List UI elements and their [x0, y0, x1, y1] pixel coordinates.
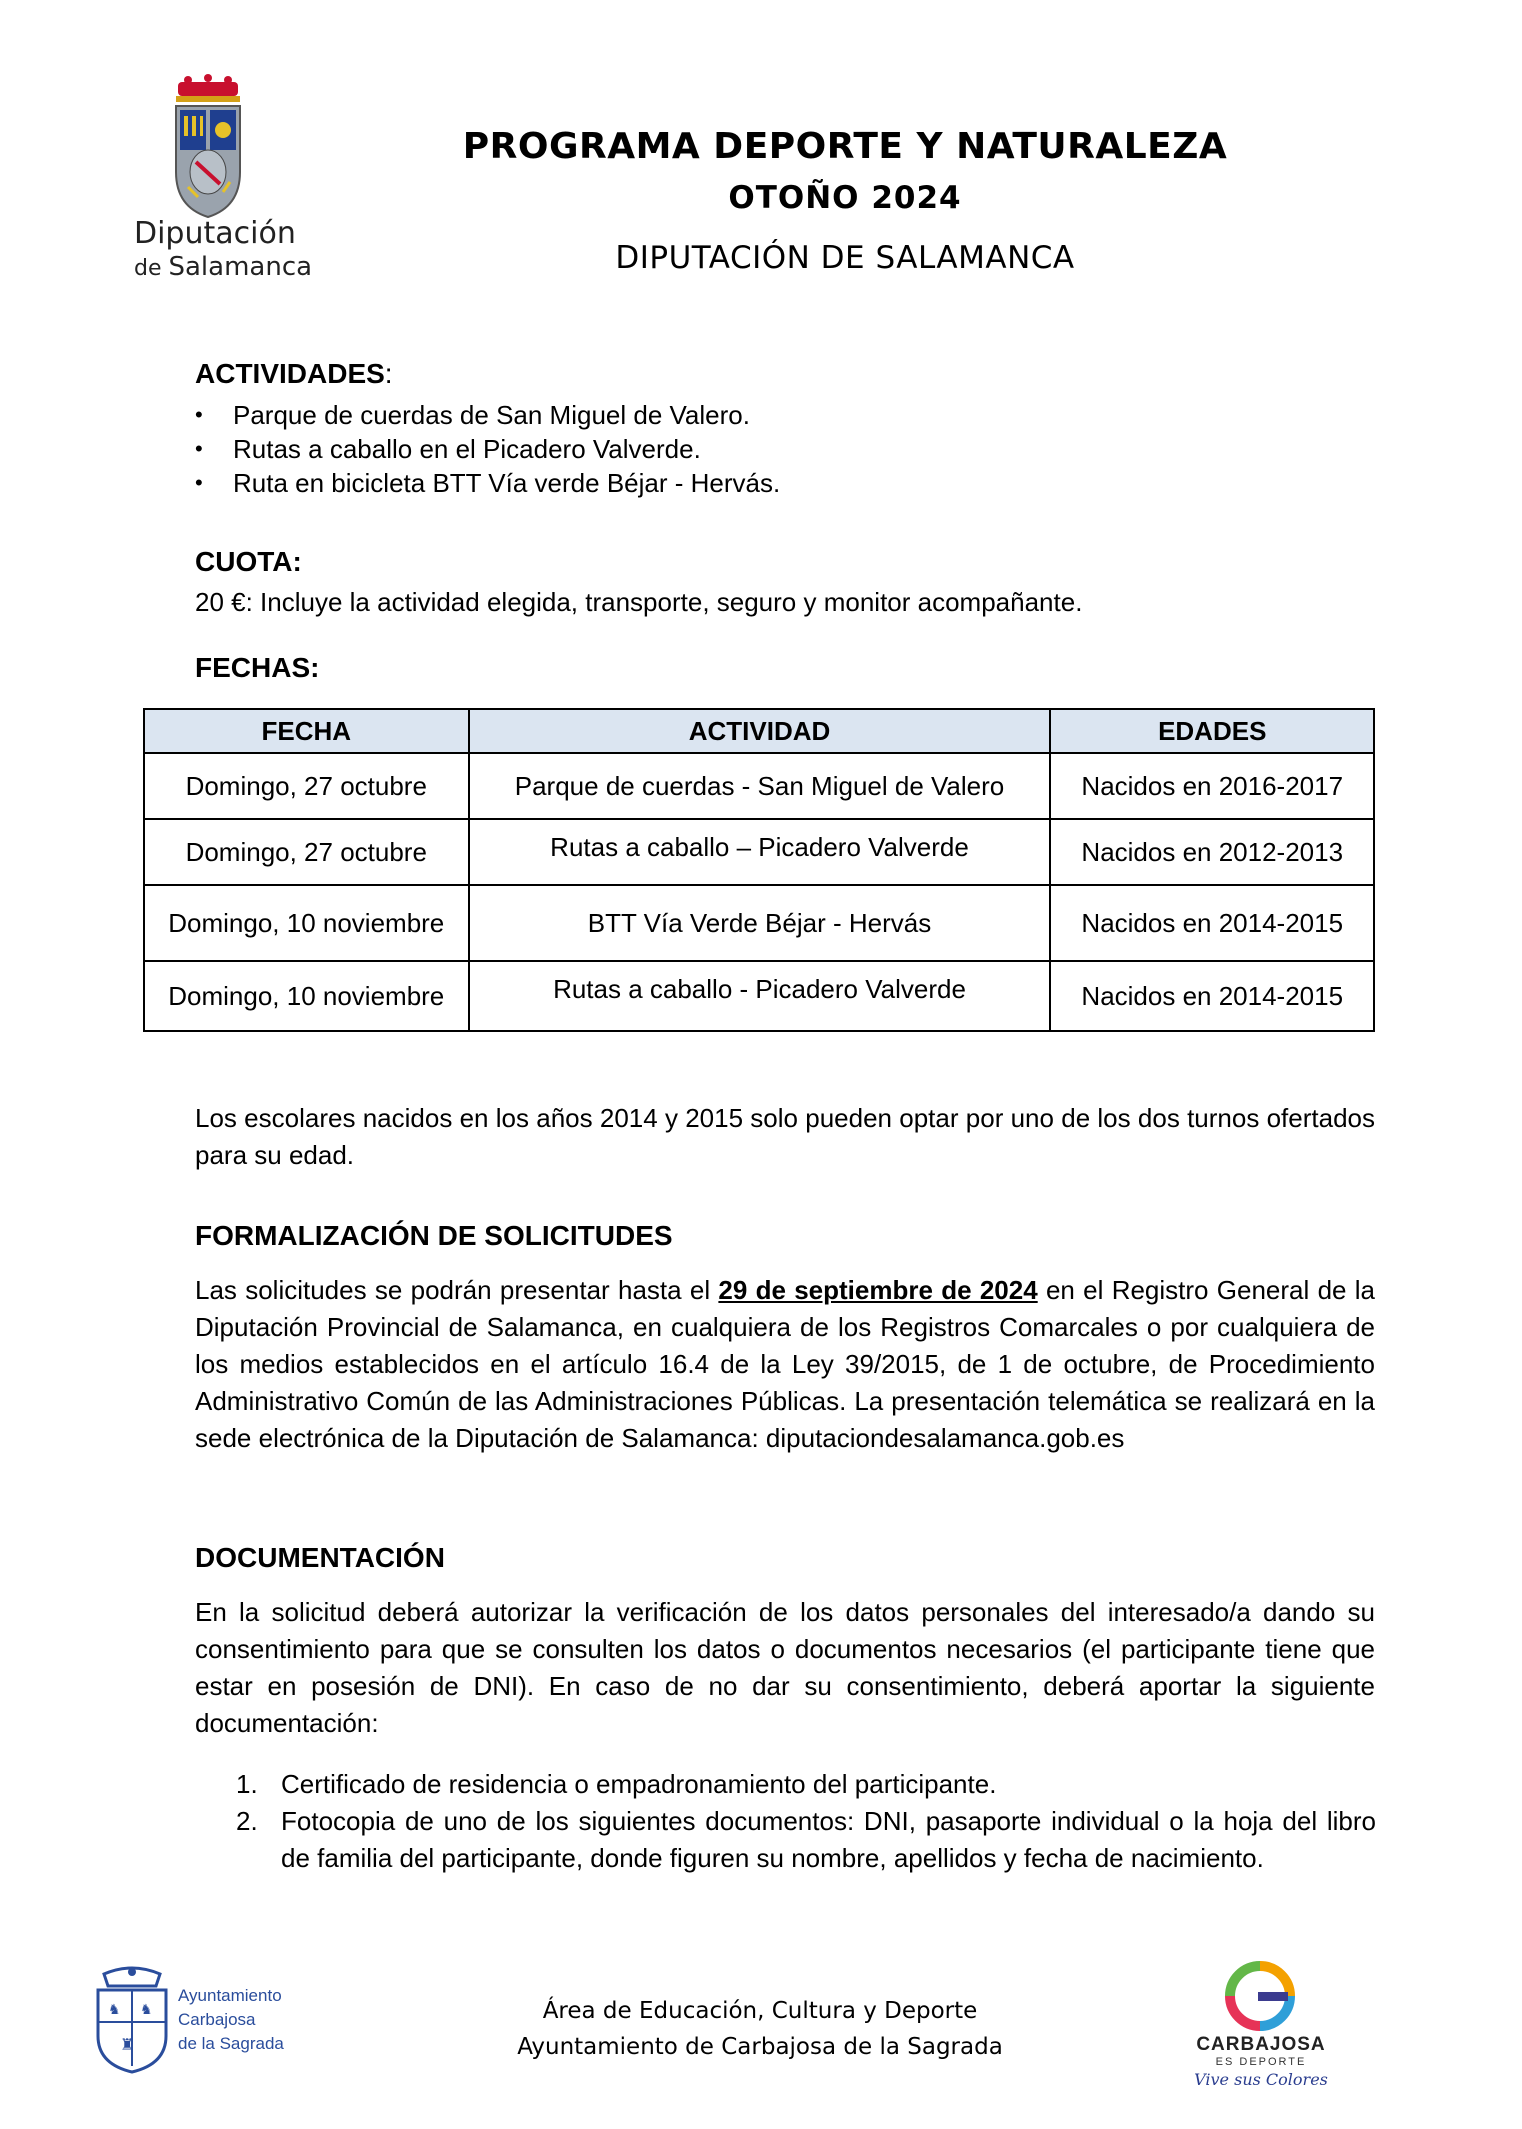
- list-item: 2. Fotocopia de uno de los siguientes documentos: DNI, pasaporte individual o la hoja del libro de familia del participante, donde figuren su nombre, apellidos y fecha de nacimiento.: [236, 1806, 1376, 1873]
- list-item: 1. Certificado de residencia o empadronamiento del participante.: [236, 1769, 997, 1799]
- cell-actividad: Parque de cuerdas - San Miguel de Valero: [469, 753, 1051, 819]
- table-row: [144, 753, 1374, 819]
- footer-line2: Ayuntamiento de Carbajosa de la Sagrada: [517, 2034, 1003, 2060]
- cuota-heading: CUOTA:: [195, 546, 302, 577]
- cell-fecha: Domingo, 27 octubre: [144, 753, 469, 819]
- page-title: PROGRAMA DEPORTE Y NATURALEZA: [462, 126, 1228, 167]
- cell-edades: Nacidos en 2016-2017: [1050, 753, 1374, 819]
- deadline-date: 29 de septiembre de 2024: [718, 1275, 1038, 1305]
- cell-edades: Nacidos en 2014-2015: [1050, 885, 1374, 961]
- documentacion-list: [236, 1766, 1376, 1877]
- list-item: • Ruta en bicicleta BTT Vía verde Béjar - Hervás.: [195, 466, 1395, 500]
- cell-fecha: Domingo, 10 noviembre: [144, 885, 469, 961]
- cell-edades: Nacidos en 2012-2013: [1050, 819, 1374, 885]
- actividades-heading: ACTIVIDADES:: [195, 358, 393, 389]
- table-row: [144, 961, 1374, 1031]
- ayuntamiento-shield-icon: [90, 1966, 174, 2074]
- color-ring-icon: [1224, 1960, 1296, 2032]
- nota-text: Los escolares nacidos en los años 2014 y 2015 solo pueden optar por uno de los dos turnos ofertados para su edad.: [195, 1103, 1375, 1170]
- ayuntamiento-logo: ♞ ♞ ♜ Ayuntamiento Carbajosa de la Sagrada: [90, 1966, 330, 2076]
- table-header-row: [144, 709, 1374, 753]
- actividades-list: [195, 398, 1395, 500]
- table-row: [144, 819, 1374, 885]
- coat-of-arms-icon: [168, 72, 248, 222]
- column-header-edades: EDADES: [1050, 709, 1374, 753]
- organization-name: DIPUTACIÓN DE SALAMANCA: [615, 240, 1075, 276]
- cell-edades: Nacidos en 2014-2015: [1050, 961, 1374, 1031]
- list-item: • Parque de cuerdas de San Miguel de Valero.: [195, 398, 1395, 432]
- svg-text:♞: ♞: [140, 2002, 153, 2018]
- cuota-text: 20 €: Incluye la actividad elegida, transporte, seguro y monitor acompañante.: [195, 587, 1083, 617]
- svg-text:♞: ♞: [108, 2002, 121, 2018]
- column-header-fecha: FECHA: [144, 709, 469, 753]
- solicitudes-heading: FORMALIZACIÓN DE SOLICITUDES: [195, 1220, 673, 1251]
- documentacion-heading: DOCUMENTACIÓN: [195, 1542, 445, 1573]
- cell-actividad: BTT Vía Verde Béjar - Hervás: [469, 885, 1051, 961]
- cell-actividad: Rutas a caballo – Picadero Valverde: [469, 819, 1051, 885]
- solicitudes-text: Las solicitudes se podrán presentar hasta el 29 de septiembre de 2024 en el Registro General de la Diputación Provincial de Salamanca, en cualquiera de los Registros Comarcales o por cualquiera de los medios establecidos en el artículo 16.4 de la Ley 39/2015, de 1 de octubre, de Procedimiento Administrativo Común de las Administraciones Públicas. La presentación telemática se realizará en la sede electrónica de la Diputación de Salamanca: diputaciondesalamanca.gob.es: [195, 1275, 1376, 1453]
- page-subtitle: OTOÑO 2024: [728, 180, 962, 216]
- logo-text-line1: Diputación: [134, 216, 296, 251]
- table-row: [144, 885, 1374, 961]
- svg-text:♜: ♜: [120, 2035, 135, 2054]
- documentacion-text: En la solicitud deberá autorizar la verificación de los datos personales del interesado/a dando su consentimiento para que se consulten los datos o documentos necesarios (el participante tiene que estar en posesión de DNI). En caso de no dar su consentimiento, deberá aportar la siguiente documentación:: [195, 1597, 1375, 1738]
- diputacion-logo: [118, 72, 313, 282]
- carbajosa-deporte-logo: CARBAJOSA ES DEPORTE Vive sus Colores: [1186, 1960, 1336, 2095]
- cell-fecha: Domingo, 10 noviembre: [144, 961, 469, 1031]
- column-header-actividad: ACTIVIDAD: [469, 709, 1051, 753]
- cell-actividad: Rutas a caballo - Picadero Valverde: [469, 961, 1051, 1031]
- footer-line1: Área de Educación, Cultura y Deporte: [542, 1998, 978, 2024]
- fechas-heading: FECHAS:: [195, 652, 320, 683]
- cell-fecha: Domingo, 27 octubre: [144, 819, 469, 885]
- dates-table: [143, 708, 1375, 1032]
- list-item: • Rutas a caballo en el Picadero Valverde.: [195, 432, 1395, 466]
- logo-text-line2: de Salamanca: [134, 252, 313, 282]
